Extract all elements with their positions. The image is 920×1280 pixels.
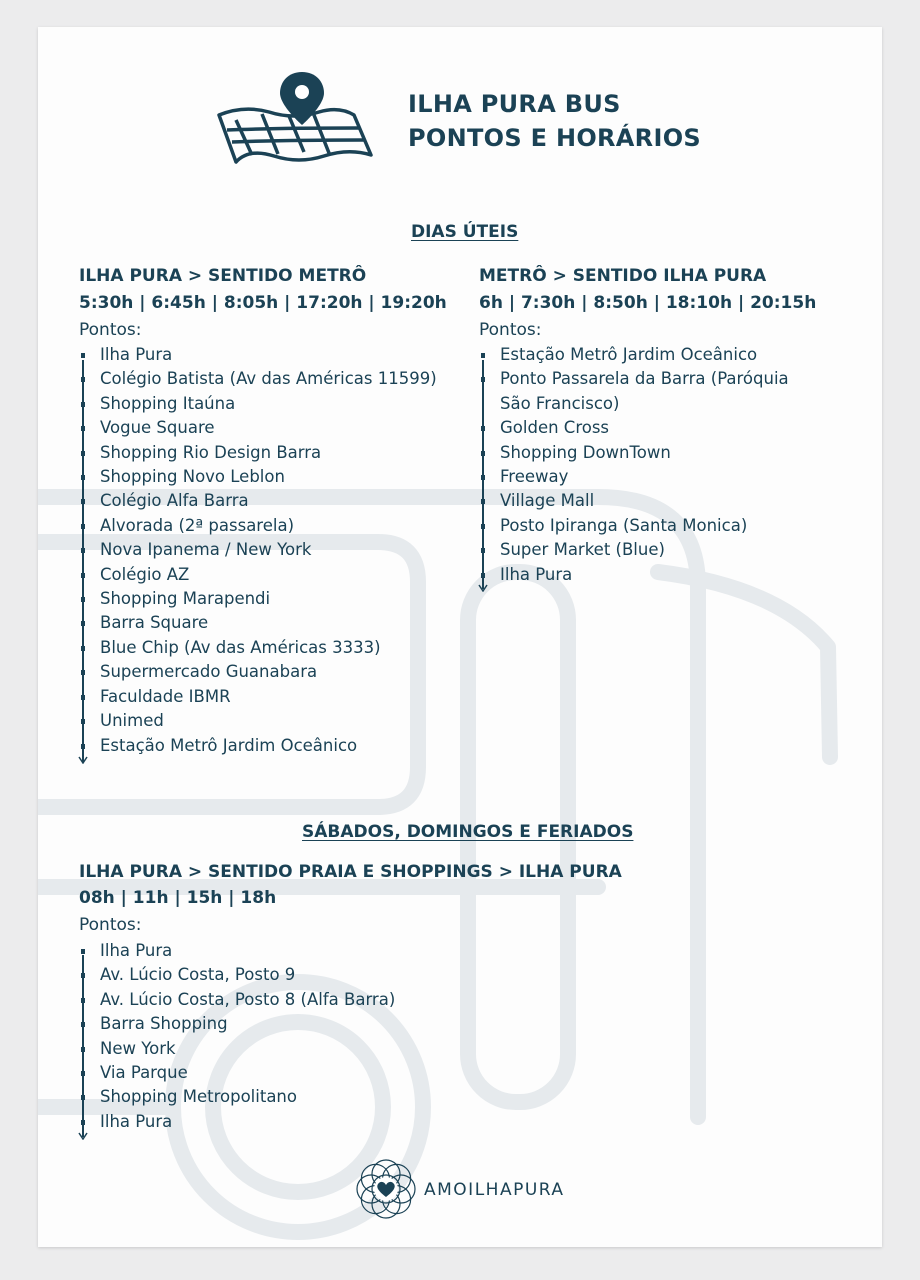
stop-item: Super Market (Blue) bbox=[478, 538, 838, 562]
stop-item: Ilha Pura bbox=[78, 1110, 395, 1134]
stop-item: Av. Lúcio Costa, Posto 8 (Alfa Barra) bbox=[78, 988, 395, 1012]
stop-item: Nova Ipanema / New York bbox=[78, 538, 437, 562]
stop-item: Colégio AZ bbox=[78, 563, 437, 587]
stop-item: Estação Metrô Jardim Oceânico bbox=[478, 343, 838, 367]
brand-logo bbox=[354, 1157, 418, 1221]
title-line-2: PONTOS E HORÁRIOS bbox=[408, 124, 701, 152]
route-to-ilha-title: METRÔ > SENTIDO ILHA PURA bbox=[479, 266, 767, 286]
flyer-sheet bbox=[38, 27, 882, 1247]
map-pin-icon bbox=[214, 70, 374, 170]
stop-item: Av. Lúcio Costa, Posto 9 bbox=[78, 963, 395, 987]
weekdays-heading: DIAS ÚTEIS bbox=[411, 222, 519, 242]
stop-item: Ilha Pura bbox=[478, 563, 838, 587]
route-to-ilha-times: 6h | 7:30h | 8:50h | 18:10h | 20:15h bbox=[479, 293, 817, 313]
stop-item: Via Parque bbox=[78, 1061, 395, 1085]
weekend-route-title: ILHA PURA > SENTIDO PRAIA E SHOPPINGS > ILHA PURA bbox=[79, 862, 622, 882]
stop-item: Shopping Rio Design Barra bbox=[78, 441, 437, 465]
stop-item: Village Mall bbox=[478, 489, 838, 513]
weekend-stop-list bbox=[78, 939, 395, 1134]
stop-item: Ponto Passarela da Barra (Paróquia São Francisco) bbox=[478, 367, 820, 416]
route-to-ilha-stop-list bbox=[478, 343, 838, 587]
stop-item: Posto Ipiranga (Santa Monica) bbox=[478, 514, 838, 538]
stop-item: Ilha Pura bbox=[78, 343, 437, 367]
route-to-metro-stop-list bbox=[78, 343, 437, 758]
weekend-pontos-label: Pontos: bbox=[79, 915, 142, 935]
stop-item: Shopping Metropolitano bbox=[78, 1085, 395, 1109]
stop-item: Golden Cross bbox=[478, 416, 838, 440]
stop-item: New York bbox=[78, 1037, 395, 1061]
stop-item: Blue Chip (Av das Américas 3333) bbox=[78, 636, 437, 660]
stop-item: Faculdade IBMR bbox=[78, 685, 437, 709]
weekend-heading: SÁBADOS, DOMINGOS E FERIADOS bbox=[302, 822, 634, 842]
stop-item: Supermercado Guanabara bbox=[78, 660, 437, 684]
stop-item: Barra Square bbox=[78, 611, 437, 635]
stop-item: Freeway bbox=[478, 465, 838, 489]
stop-item: Unimed bbox=[78, 709, 437, 733]
stop-item: Shopping DownTown bbox=[478, 441, 838, 465]
stop-item: Shopping Marapendi bbox=[78, 587, 437, 611]
stop-item: Colégio Alfa Barra bbox=[78, 489, 437, 513]
stop-item: Barra Shopping bbox=[78, 1012, 395, 1036]
route-to-metro-times: 5:30h | 6:45h | 8:05h | 17:20h | 19:20h bbox=[79, 293, 447, 313]
stop-item: Ilha Pura bbox=[78, 939, 395, 963]
route-to-metro-pontos-label: Pontos: bbox=[79, 320, 142, 340]
route-to-ilha-pontos-label: Pontos: bbox=[479, 320, 542, 340]
route-to-metro-title: ILHA PURA > SENTIDO METRÔ bbox=[79, 266, 367, 286]
stop-item: Colégio Batista (Av das Américas 11599) bbox=[78, 367, 437, 391]
stop-item: Estação Metrô Jardim Oceânico bbox=[78, 734, 437, 758]
weekend-route-times: 08h | 11h | 15h | 18h bbox=[79, 888, 277, 908]
stop-item: Shopping Novo Leblon bbox=[78, 465, 437, 489]
stop-item: Alvorada (2ª passarela) bbox=[78, 514, 437, 538]
stop-item: Vogue Square bbox=[78, 416, 437, 440]
title-line-1: ILHA PURA BUS bbox=[408, 90, 621, 118]
stop-item: Shopping Itaúna bbox=[78, 392, 437, 416]
brand-name: AMOILHAPURA bbox=[424, 1180, 565, 1200]
page-title bbox=[408, 87, 701, 155]
